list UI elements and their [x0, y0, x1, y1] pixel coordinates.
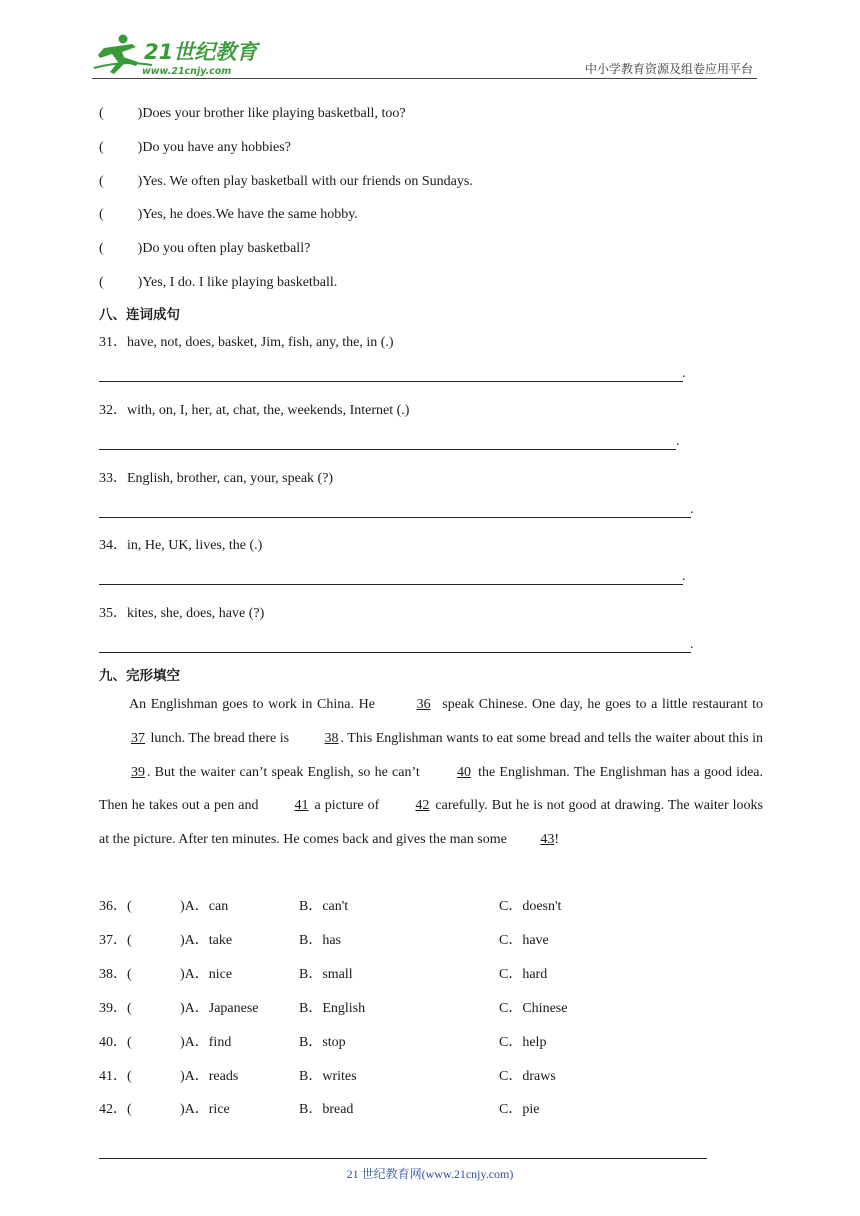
option-row-36: [99, 895, 699, 915]
dialogue-line: [99, 106, 406, 122]
blank-43: 43: [540, 832, 555, 848]
logo-sub-text: www.21cnjy.com: [142, 66, 232, 77]
header-divider: [92, 78, 757, 79]
blank-36: 36: [416, 697, 431, 712]
option-c[interactable]: C．doesn't: [499, 899, 562, 914]
blank-40: 40: [456, 764, 471, 780]
option-row-38: [99, 963, 699, 983]
question-number: 39．(: [99, 1001, 132, 1016]
blank-39: 39: [131, 764, 145, 780]
answer-line-end: .: [690, 637, 694, 652]
option-b[interactable]: B．stop: [299, 1035, 346, 1050]
paren-open: (: [99, 174, 104, 189]
blank-37: 37: [131, 730, 145, 746]
page-header: [92, 30, 757, 80]
option-a[interactable]: )A．nice: [180, 967, 233, 982]
paren-open: (: [99, 106, 104, 121]
blank-38: 38: [324, 730, 339, 746]
passage-text: carefully. But he is not good at drawing. The waiter looks at the picture. After ten minutes. He comes back and gives the man some: [99, 798, 763, 848]
logo-21cnjy: [92, 32, 262, 78]
answer-line-end: .: [676, 434, 680, 449]
option-c[interactable]: C．have: [499, 933, 549, 948]
paren-close: ): [137, 174, 143, 189]
question-number: 41．(: [99, 1069, 132, 1084]
paren-open: (: [99, 241, 104, 256]
option-c[interactable]: C．Chinese: [499, 1001, 568, 1016]
dialogue-text: Do you often play basketball?: [142, 241, 311, 256]
answer-line[interactable]: [99, 449, 676, 450]
answer-line[interactable]: [99, 517, 691, 518]
blank-41: 41: [294, 798, 309, 814]
option-a[interactable]: )A．reads: [180, 1069, 239, 1084]
option-row-41: [99, 1065, 699, 1085]
dialogue-line: [99, 140, 291, 156]
option-a[interactable]: )A．rice: [180, 1102, 230, 1117]
option-a[interactable]: )A．Japanese: [180, 1001, 259, 1016]
option-c[interactable]: C．draws: [499, 1069, 556, 1084]
question-prompt: 31．have, not, does, basket, Jim, fish, any, the, in (.): [99, 335, 394, 350]
option-b[interactable]: B．writes: [299, 1069, 357, 1084]
paren-close: ): [137, 275, 143, 290]
passage-text: . This Englishman wants to eat some bread and tells the waiter about this in: [340, 730, 763, 746]
question-prompt: 34．in, He, UK, lives, the (.): [99, 538, 263, 553]
blank-42: 42: [415, 798, 430, 814]
option-c[interactable]: C．hard: [499, 967, 548, 982]
passage-text: the Englishman. The Englishman has a good idea. Then he takes out a pen and: [99, 764, 763, 814]
dialogue-line: [99, 275, 337, 291]
option-b[interactable]: B．bread: [299, 1102, 354, 1117]
answer-line[interactable]: [99, 381, 683, 382]
option-a[interactable]: )A．can: [180, 899, 229, 914]
cloze-passage: [99, 688, 763, 857]
dialogue-line: [99, 207, 358, 223]
answer-line[interactable]: [99, 652, 691, 653]
footer-divider: [99, 1158, 707, 1159]
question-number: 36．(: [99, 899, 132, 914]
passage-text: An Englishman goes to work in China. He: [129, 697, 380, 712]
logo-main-text: 21世纪教育: [144, 40, 258, 64]
option-b[interactable]: B．English: [299, 1001, 366, 1016]
header-platform-text: 中小学教育资源及组卷应用平台: [584, 62, 753, 76]
passage-text: speak Chinese. One day, he goes to a little restaurant to: [437, 697, 763, 712]
dialogue-text: Yes, he does.We have the same hobby.: [142, 207, 358, 222]
option-row-42: [99, 1098, 699, 1118]
question-prompt: 33．English, brother, can, your, speak (?): [99, 471, 334, 486]
option-row-40: [99, 1031, 699, 1051]
dialogue-text: Does your brother like playing basketball, too?: [142, 106, 406, 121]
section-title-8: 八、连词成句: [99, 307, 180, 323]
section-title-9: 九、完形填空: [99, 668, 180, 684]
paren-close: ): [137, 140, 143, 155]
option-b[interactable]: B．small: [299, 967, 353, 982]
option-row-37: [99, 929, 699, 949]
passage-text: lunch. The bread there is: [147, 730, 293, 746]
answer-line-end: .: [682, 569, 686, 584]
paren-open: (: [99, 140, 104, 155]
answer-line-end: .: [682, 366, 686, 381]
footer-link[interactable]: 21 世纪教育网(www.21cnjy.com): [346, 1167, 514, 1181]
paren-close: ): [137, 207, 143, 222]
dialogue-text: Yes. We often play basketball with our friends on Sundays.: [142, 174, 473, 189]
answer-line-end: .: [690, 502, 694, 517]
question-prompt: 32．with, on, I, her, at, chat, the, weekends, Internet (.): [99, 403, 410, 418]
dialogue-text: Do you have any hobbies?: [142, 140, 291, 155]
passage-text: . But the waiter can’t speak English, so he can’t: [147, 764, 424, 780]
dialogue-line: [99, 241, 310, 257]
option-b[interactable]: B．has: [299, 933, 341, 948]
option-a[interactable]: )A．take: [180, 933, 233, 948]
dialogue-line: [99, 174, 473, 190]
paren-open: (: [99, 275, 104, 290]
passage-text: a picture of: [310, 798, 384, 814]
question-number: 42．(: [99, 1102, 132, 1117]
question-prompt: 35．kites, she, does, have (?): [99, 606, 265, 621]
paren-open: (: [99, 207, 104, 222]
answer-line[interactable]: [99, 584, 683, 585]
question-number: 37．(: [99, 933, 132, 948]
option-row-39: [99, 997, 699, 1017]
option-b[interactable]: B．can't: [299, 899, 349, 914]
option-c[interactable]: C．help: [499, 1035, 547, 1050]
paren-close: ): [137, 106, 143, 121]
question-number: 38．(: [99, 967, 132, 982]
passage-text: !: [554, 832, 559, 848]
dialogue-text: Yes, I do. I like playing basketball.: [142, 275, 338, 290]
paren-close: ): [137, 241, 143, 256]
option-a[interactable]: )A．find: [180, 1035, 232, 1050]
option-c[interactable]: C．pie: [499, 1102, 540, 1117]
question-number: 40．(: [99, 1035, 132, 1050]
